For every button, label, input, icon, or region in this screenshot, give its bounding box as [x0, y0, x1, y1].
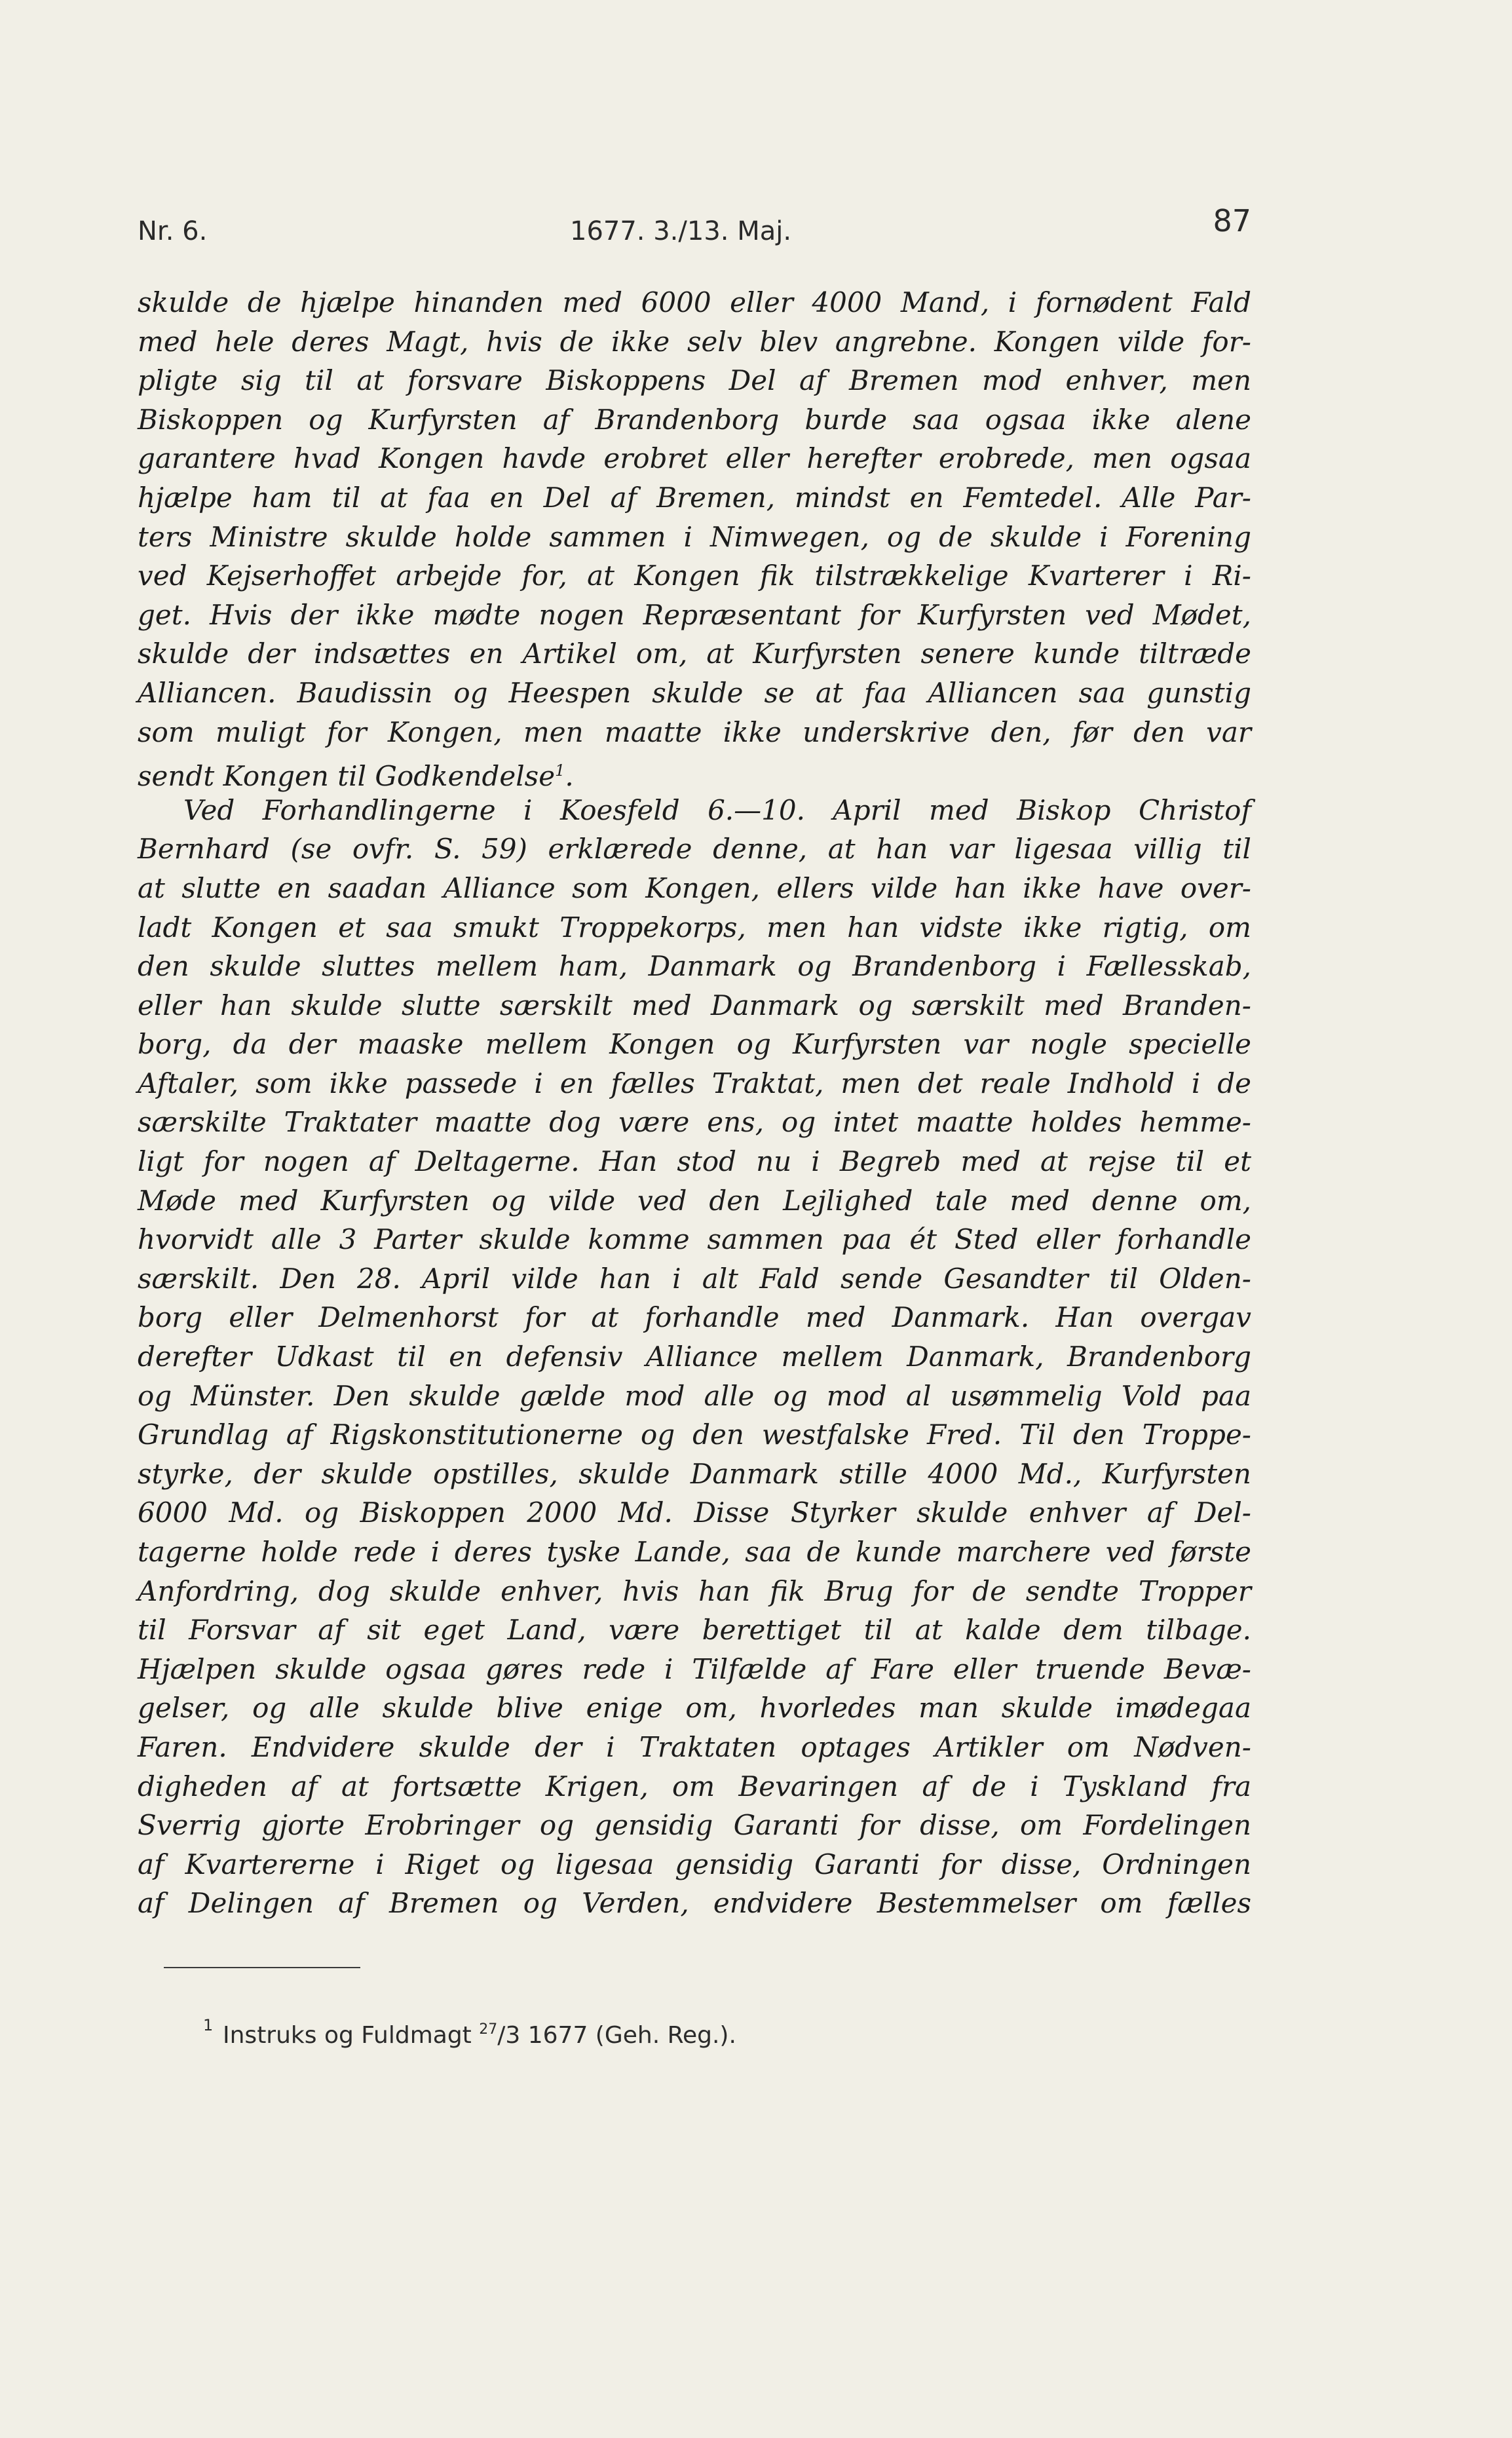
text-line: gelser, og alle skulde blive enige om, hvorledes man skulde imødegaa	[138, 1692, 1251, 1724]
text-line: skulde de hjælpe hinanden med 6000 eller 4000 Mand, i fornødent Fald	[138, 286, 1251, 318]
header-date: 1677. 3./13. Maj.	[570, 216, 792, 246]
text-line: som muligt for Kongen, men maatte ikke underskrive den, før den var	[138, 715, 1251, 748]
text-line: garantere hvad Kongen havde erobret eller herefter erobrede, men ogsaa	[138, 442, 1251, 475]
text-line: den skulde sluttes mellem ham, Danmark og Brandenborg i Fællesskab,	[138, 950, 1251, 983]
footnote-text: Instruks og Fuldmagt	[223, 2022, 480, 2049]
page-number: 87	[1213, 203, 1251, 238]
text-line: Sverrig gjorte Erobringer og gensidig Garanti for disse, om Fordelingen	[138, 1809, 1251, 1842]
text-line: Anfordring, dog skulde enhver, hvis han fik Brug for de sendte Tropper	[138, 1574, 1251, 1607]
text-line: borg, da der maaske mellem Kongen og Kurfyrsten var nogle specielle	[138, 1028, 1251, 1061]
issue-number: Nr. 6.	[138, 216, 208, 246]
text-line: Ved Forhandlingerne i Koesfeld 6.—10. April med Biskop Christof	[183, 793, 1251, 826]
footnote-date-superscript: 27	[479, 2021, 498, 2038]
footnote-marker: 1	[203, 2016, 214, 2034]
text-line: hvorvidt alle 3 Parter skulde komme sammen paa ét Sted eller forhandle	[138, 1223, 1251, 1256]
text-line: Grundlag af Rigskonstitutionerne og den westfalske Fred. Til den Troppe-	[138, 1419, 1251, 1451]
last-line-text: sendt Kongen til Godkendelse	[138, 760, 556, 793]
text-line: og Münster. Den skulde gælde mod alle og mod al usømmelig Vold paa	[138, 1379, 1251, 1412]
text-line: ligt for nogen af Deltagerne. Han stod nu i Begreb med at rejse til et	[138, 1145, 1251, 1178]
text-line: at slutte en saadan Alliance som Kongen, ellers vilde han ikke have over-	[138, 871, 1251, 904]
text-line: skulde der indsættes en Artikel om, at Kurfyrsten senere kunde tiltræde	[138, 638, 1251, 670]
text-line: get. Hvis der ikke mødte nogen Repræsentant for Kurfyrsten ved Mødet,	[138, 598, 1251, 631]
text-line: digheden af at fortsætte Krigen, om Bevaringen af de i Tyskland fra	[138, 1770, 1251, 1802]
text-line: hjælpe ham til at faa en Del af Bremen, mindst en Femtedel. Alle Par-	[138, 481, 1251, 514]
text-line: styrke, der skulde opstilles, skulde Danmark stille 4000 Md., Kurfyrsten	[138, 1457, 1251, 1490]
text-line: Alliancen. Baudissin og Heespen skulde se at faa Alliancen saa gunstig	[138, 676, 1251, 709]
text-line: Hjælpen skulde ogsaa gøres rede i Tilfælde af Fare eller truende Bevæ-	[138, 1652, 1251, 1685]
text-line: Biskoppen og Kurfyrsten af Brandenborg burde saa ogsaa ikke alene	[138, 403, 1251, 436]
text-line: særskilte Traktater maatte dog være ens, og intet maatte holdes hemme-	[138, 1106, 1251, 1139]
last-line-end: .	[565, 760, 574, 793]
text-line: derefter Udkast til en defensiv Alliance mellem Danmark, Brandenborg	[138, 1341, 1251, 1373]
paragraph-1	[138, 283, 1251, 791]
text-line: med hele deres Magt, hvis de ikke selv blev angrebne. Kongen vilde for-	[138, 325, 1251, 358]
text-line: til Forsvar af sit eget Land, være berettiget til at kalde dem tilbage.	[138, 1614, 1251, 1647]
text-line-last	[138, 752, 1251, 791]
text-line: pligte sig til at forsvare Biskoppens Del af Bremen mod enhver, men	[138, 364, 1251, 397]
text-line: af Delingen af Bremen og Verden, endvidere Bestemmelser om fælles	[138, 1887, 1251, 1920]
text-line: borg eller Delmenhorst for at forhandle med Danmark. Han overgav	[138, 1301, 1251, 1334]
text-line: Møde med Kurfyrsten og vilde ved den Lejlighed tale med denne om,	[138, 1184, 1251, 1217]
text-line: ladt Kongen et saa smukt Troppekorps, men han vidste ikke rigtig, om	[138, 911, 1251, 943]
text-line: ved Kejserhoffet arbejde for, at Kongen fik tilstrækkelige Kvarterer i Ri-	[138, 560, 1251, 592]
footnote-text-end: /3 1677 (Geh. Reg.).	[497, 2022, 736, 2049]
text-line: Bernhard (se ovfr. S. 59) erklærede denne, at han var ligesaa villig til	[138, 833, 1251, 866]
text-line: tagerne holde rede i deres tyske Lande, saa de kunde marchere ved første	[138, 1536, 1251, 1568]
text-line: Faren. Endvidere skulde der i Traktaten optages Artikler om Nødven-	[138, 1730, 1251, 1763]
paragraph-2	[138, 791, 1251, 1923]
text-line: Aftaler, som ikke passede i en fælles Traktat, men det reale Indhold i de	[138, 1067, 1251, 1099]
text-line: eller han skulde slutte særskilt med Danmark og særskilt med Branden-	[138, 989, 1251, 1021]
footnote-reference: 1	[555, 761, 565, 780]
text-line: 6000 Md. og Biskoppen 2000 Md. Disse Styrker skulde enhver af Del-	[138, 1496, 1251, 1529]
text-line: ters Ministre skulde holde sammen i Nimwegen, og de skulde i Forening	[138, 520, 1251, 553]
text-line: af Kvartererne i Riget og ligesaa gensidig Garanti for disse, Ordningen	[138, 1848, 1251, 1880]
running-header	[138, 203, 1251, 249]
footnote	[203, 2016, 736, 2049]
text-line: særskilt. Den 28. April vilde han i alt Fald sende Gesandter til Olden-	[138, 1262, 1251, 1295]
footnote-divider	[164, 1967, 360, 1968]
body-text	[138, 283, 1251, 1923]
